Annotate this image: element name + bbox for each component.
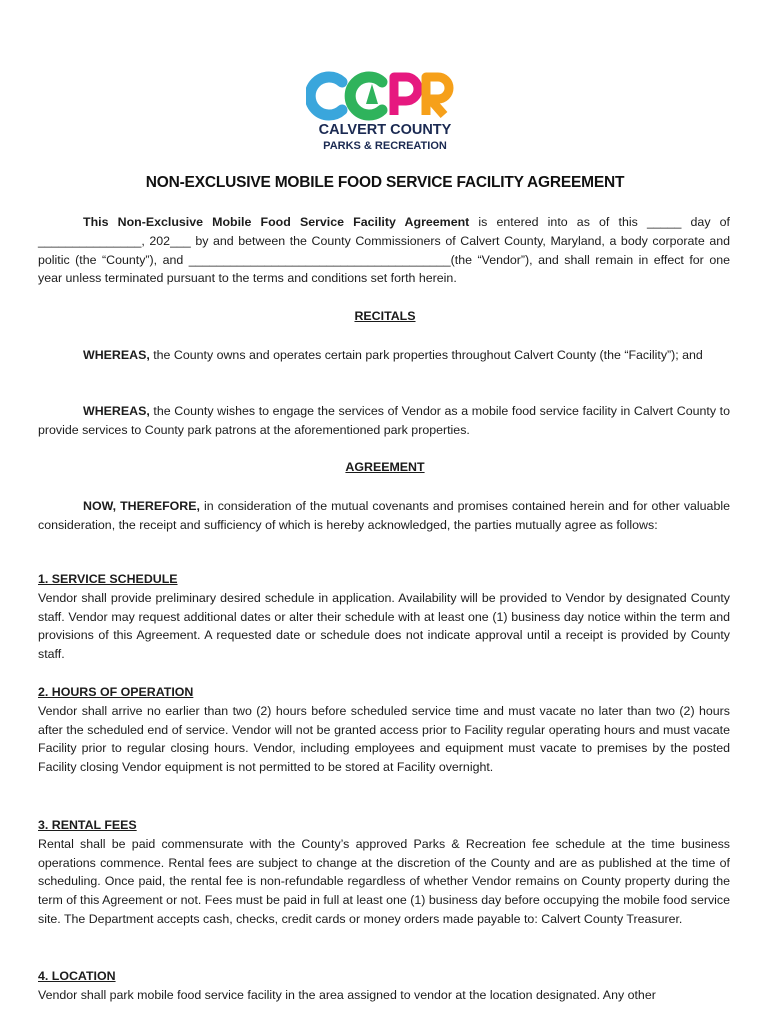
section-3-text: Rental shall be paid commensurate with the County’s approved Parks & Recreation fee schedule at the time business operations commence. Rental fees are subject to change at the discretion of the County and are as published at the time of scheduling. Once paid, the rental fee is non-refundable regardless of whether Vendor remains on County property during the term of this Agreement or not. Fees must be paid in full at least one (1) business day before occupying the mobile food service site. The Department accepts cash, checks, credit cards or money orders made payable to: Calvert County Treasurer. [38,836,730,926]
section-service-schedule [38,570,730,664]
section-1-heading: 1. SERVICE SCHEDULE [38,572,178,586]
section-1-text: Vendor shall provide preliminary desired schedule in application. Availability will be provided to Vendor by designated County staff. Vendor may request additional dates or alter their schedule with at least one (1) business day notice within the term and provisions of this Agreement. A requested date or schedule does not indicate approval until a receipt is provided by County staff. [38,590,730,662]
recital-paragraph-1 [38,346,730,365]
recital-2-lead: WHEREAS, [83,404,150,418]
document-title: NON-EXCLUSIVE MOBILE FOOD SERVICE FACILITY AGREEMENT [145,174,625,191]
intro-bold-lead: This Non-Exclusive Mobile Food Service Facility Agreement [83,215,470,229]
intro-paragraph [38,213,730,288]
section-rental-fees [38,816,730,929]
section-hours-of-operation [38,683,730,777]
agreement-text: in consideration of the mutual covenants and promises contained herein and for other valuable consideration, the receipt and sufficiency of which is hereby acknowledged, the parties mutually agree as follows: [38,499,730,532]
intro-text: is entered into as of this _____ day of _______________, 202___ by and between the County Commissioners of Calvert County, Maryland, a body corporate and politic (the “County”), and ______________________________________(the “Vendor”), and shall remain in effect for one year unless terminated pursuant to the terms and conditions set forth herein. [38,215,730,286]
section-location [38,967,730,1005]
recital-1-lead: WHEREAS, [83,348,150,362]
section-3-heading: 3. RENTAL FEES [38,818,137,832]
ccpr-logo [306,70,464,152]
logo-line1: CALVERT COUNTY [318,122,452,138]
agreement-heading: AGREEMENT [345,460,425,474]
agreement-paragraph [38,497,730,535]
recitals-heading: RECITALS [354,309,416,323]
section-4-text: Vendor shall park mobile food service facility in the area assigned to vendor at the location designated. Any other [38,987,656,1002]
recital-1-text: the County owns and operates certain park properties throughout Calvert County (the “Facility”); and [149,348,703,362]
agreement-lead: NOW, THEREFORE, [83,499,200,513]
section-2-heading: 2. HOURS OF OPERATION [38,685,194,699]
recital-2-text: the County wishes to engage the services of Vendor as a mobile food service facility in Calvert County to provide services to County park patrons at the aforementioned park properties. [38,404,730,437]
recital-paragraph-2 [38,402,730,440]
logo-line2: PARKS & RECREATION [323,140,447,152]
section-4-heading: 4. LOCATION [38,969,116,983]
section-2-text: Vendor shall arrive no earlier than two (2) hours before scheduled service time and must vacate no later than two (2) hours after the scheduled end of service. Vendor will not be granted access prior to Facility regular operating hours and must vacate Facility prior to regular closing hours. Vendor, including employees and equipment must vacate to premises by the posted Facility closing Vendor equipment is not permitted to be stored at Facility overnight. [38,703,730,775]
